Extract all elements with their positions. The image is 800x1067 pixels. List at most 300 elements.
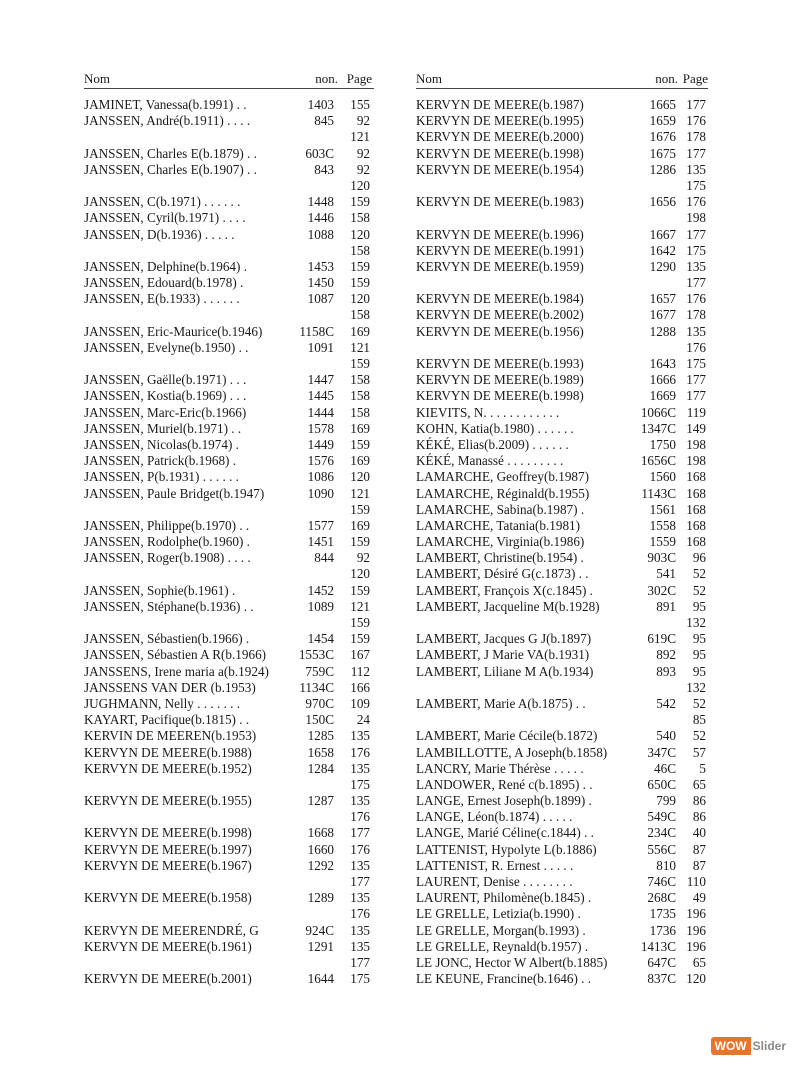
entry-name: JANSSEN, Gaëlle(b.1971) . . . [84, 372, 247, 388]
index-row [416, 486, 708, 502]
entry-number: 1453 [307, 258, 334, 274]
index-row [84, 631, 374, 647]
entry-page: 159 [350, 436, 370, 452]
index-row [416, 437, 708, 453]
entry-number: 1675 [649, 145, 676, 161]
entry-name: JANSSEN, Edouard(b.1978) . [84, 275, 244, 291]
wowslider-logo [711, 1039, 786, 1053]
entry-number: 891 [656, 598, 676, 614]
index-row [84, 437, 374, 453]
entry-name: JANSSEN, Charles E(b.1879) . . [84, 145, 257, 161]
entry-name: KERVYN DE MEERE(b.2001) [84, 971, 252, 987]
entry-number: 1287 [307, 793, 334, 809]
entry-page: 158 [350, 372, 370, 388]
entry-number: 1290 [649, 258, 676, 274]
entry-page: 92 [356, 550, 370, 566]
entry-page: 168 [686, 469, 706, 485]
entry-name: LAMARCHE, Sabina(b.1987) . [416, 501, 585, 517]
entry-number: 1750 [649, 436, 676, 452]
index-row [84, 259, 374, 275]
entry-page: 196 [686, 938, 706, 954]
entry-name: LAMBILLOTTE, A Joseph(b.1858) [416, 744, 608, 760]
entry-page: 120 [350, 566, 370, 582]
entry-name: JUGHMANN, Nelly . . . . . . . [84, 695, 241, 711]
entry-page: 135 [686, 323, 706, 339]
entry-number: 540 [656, 728, 676, 744]
index-row [416, 113, 708, 129]
entry-name: KERVYN DE MEERE(b.1988) [84, 744, 252, 760]
entry-number: 347C [647, 744, 676, 760]
entry-page: 168 [686, 501, 706, 517]
entry-page: 177 [686, 372, 706, 388]
index-rows [416, 97, 708, 987]
entry-page: 177 [686, 275, 706, 291]
index-row [416, 259, 708, 275]
entry-page: 169 [350, 420, 370, 436]
entry-page: 159 [350, 534, 370, 550]
header-name: Nom [84, 71, 110, 86]
entry-page: 135 [350, 728, 370, 744]
index-row [416, 194, 708, 210]
index-row [416, 550, 708, 566]
entry-name: JAMINET, Vanessa(b.1991) . . [84, 97, 247, 112]
entry-name: LAMBERT, François X(c.1845) . [416, 582, 593, 598]
entry-number: 893 [656, 663, 676, 679]
index-row [416, 340, 708, 356]
index-row [416, 453, 708, 469]
index-row [416, 615, 708, 631]
index-row [84, 534, 374, 550]
entry-number: 1656 [649, 194, 676, 210]
index-row [84, 178, 374, 194]
entry-page: 158 [350, 210, 370, 226]
index-row [416, 291, 708, 307]
index-row [84, 453, 374, 469]
entry-name: LAMARCHE, Virginia(b.1986) [416, 534, 585, 550]
entry-name: LE KEUNE, Francine(b.1646) . . [416, 971, 592, 987]
entry-number: 1143C [641, 485, 676, 501]
index-row [84, 890, 374, 906]
index-row [84, 502, 374, 518]
entry-name: KERVYN DE MEERE(b.2000) [416, 129, 584, 145]
entry-page: 169 [350, 323, 370, 339]
entry-page: 87 [692, 857, 706, 873]
entry-page: 159 [350, 356, 370, 371]
index-row [416, 842, 708, 858]
entry-page: 135 [686, 258, 706, 274]
entry-name: KERVYN DE MEERE(b.2002) [416, 307, 584, 323]
entry-page: 121 [350, 129, 370, 145]
entry-name: JANSSEN, Muriel(b.1971) . . [84, 420, 242, 436]
entry-page: 159 [350, 631, 370, 647]
entry-number: 603C [305, 145, 334, 161]
index-row [84, 291, 374, 307]
entry-page: 120 [686, 971, 706, 987]
entry-name: LE GRELLE, Letizia(b.1990) . [416, 906, 581, 922]
entry-number: 1578 [307, 420, 334, 436]
entry-name: KERVYN DE MEERE(b.1998) [416, 388, 584, 404]
entry-page: 168 [686, 534, 706, 550]
entry-number: 903C [647, 550, 676, 566]
entry-name: KERVYN DE MEERE(b.1958) [84, 890, 252, 906]
entry-number: 1658 [307, 744, 334, 760]
entry-number: 1447 [307, 372, 334, 388]
entry-name: KERVYN DE MEERE(b.1996) [416, 226, 584, 242]
entry-name: KERVYN DE MEERE(b.1998) [84, 825, 252, 841]
entry-number: 1735 [649, 906, 676, 922]
entry-number: 799 [656, 793, 676, 809]
entry-name: LAURENT, Philomène(b.1845) . [416, 890, 592, 906]
index-row [416, 728, 708, 744]
entry-page: 120 [350, 291, 370, 307]
index-row [84, 356, 374, 372]
entry-page: 175 [686, 177, 706, 193]
entry-page: 166 [350, 679, 370, 695]
entry-number: 759C [305, 663, 334, 679]
index-row [416, 97, 708, 113]
entry-name: KERVYN DE MEERE(b.1993) [416, 356, 584, 371]
entry-name: KERVYN DE MEERE(b.1989) [416, 372, 584, 388]
index-row [416, 890, 708, 906]
entry-number: 1347C [640, 420, 676, 436]
entry-number: 924C [305, 922, 334, 938]
entry-number: 1558 [649, 517, 676, 533]
entry-page: 95 [692, 598, 706, 614]
entry-page: 158 [350, 388, 370, 404]
entry-number: 302C [647, 582, 676, 598]
entry-name: KÉKÉ, Manassé . . . . . . . . . [416, 453, 564, 469]
entry-number: 619C [647, 631, 676, 647]
entry-name: LATTENIST, R. Ernest . . . . . [416, 857, 574, 873]
entry-name: JANSSEN, Sébastien(b.1966) . [84, 631, 250, 647]
entry-number: 1560 [649, 469, 676, 485]
entry-page: 40 [692, 825, 706, 841]
entry-number: 1577 [307, 517, 334, 533]
entry-number: 541 [656, 566, 676, 582]
index-row [416, 518, 708, 534]
entry-page: 176 [686, 113, 706, 129]
entry-name: JANSSEN, E(b.1933) . . . . . . [84, 291, 240, 307]
entry-name: LE GRELLE, Reynald(b.1957) . [416, 938, 589, 954]
entry-number: 542 [656, 695, 676, 711]
entry-name: JANSSEN, Delphine(b.1964) . [84, 258, 248, 274]
entry-page: 52 [692, 582, 706, 598]
entry-page: 177 [350, 874, 370, 889]
entry-number: 1559 [649, 534, 676, 550]
index-row [84, 566, 374, 582]
entry-page: 109 [350, 695, 370, 711]
entry-number: 892 [656, 647, 676, 663]
index-row [84, 243, 374, 259]
index-row [84, 388, 374, 404]
entry-name: LANGE, Léon(b.1874) . . . . . [416, 809, 573, 825]
entry-number: 1090 [307, 485, 334, 501]
index-row [416, 923, 708, 939]
entry-page: 198 [686, 210, 706, 226]
entry-name: JANSSEN, Eric-Maurice(b.1946) [84, 323, 263, 339]
entry-name: JANSSEN, Patrick(b.1968) . [84, 453, 237, 469]
index-row [416, 664, 708, 680]
index-row [416, 356, 708, 372]
entry-page: 149 [686, 420, 706, 436]
entry-page: 96 [692, 550, 706, 566]
entry-name: JANSSENS VAN DER (b.1953) [84, 679, 256, 695]
entry-number: 268C [647, 890, 676, 906]
entry-number: 1285 [307, 728, 334, 744]
entry-number: 1669 [649, 388, 676, 404]
entry-page: 176 [350, 809, 370, 825]
index-row [84, 518, 374, 534]
entry-name: JANSSEN, C(b.1971) . . . . . . [84, 194, 241, 210]
entry-page: 95 [692, 647, 706, 663]
entry-page: 159 [350, 275, 370, 291]
index-row [84, 761, 374, 777]
entry-page: 24 [356, 712, 370, 728]
entry-name: LE GRELLE, Morgan(b.1993) . [416, 922, 586, 938]
entry-number: 810 [656, 857, 676, 873]
index-row [84, 146, 374, 162]
entry-number: 1677 [649, 307, 676, 323]
entry-number: 1642 [649, 242, 676, 258]
entry-name: LAMBERT, Jacqueline M(b.1928) [416, 598, 600, 614]
index-row [416, 793, 708, 809]
entry-page: 52 [692, 566, 706, 582]
entry-name: JANSSEN, Evelyne(b.1950) . . [84, 339, 249, 355]
header-name: Nom [416, 71, 442, 86]
entry-name: KAYART, Pacifique(b.1815) . . [84, 712, 250, 728]
entry-name: LAMBERT, Jacques G J(b.1897) [416, 631, 592, 647]
index-row [84, 550, 374, 566]
entry-number: 1450 [307, 275, 334, 291]
index-row [84, 469, 374, 485]
entry-page: 158 [350, 242, 370, 258]
index-row [84, 971, 374, 987]
index-row [416, 955, 708, 971]
index-row [416, 906, 708, 922]
entry-number: 843 [314, 161, 334, 177]
entry-number: 1292 [307, 857, 334, 873]
entry-page: 87 [692, 841, 706, 857]
entry-page: 135 [350, 857, 370, 873]
logo-part-1: WOW [711, 1037, 751, 1055]
entry-number: 1576 [307, 453, 334, 469]
entry-name: JANSSEN, Sophie(b.1961) . [84, 582, 236, 598]
entry-page: 168 [686, 485, 706, 501]
entry-page: 196 [686, 922, 706, 938]
index-row [84, 680, 374, 696]
index-row [84, 745, 374, 761]
entry-page: 177 [686, 145, 706, 161]
entry-name: LATTENIST, Hypolyte L(b.1886) [416, 841, 597, 857]
index-row [84, 129, 374, 145]
entry-page: 159 [350, 194, 370, 210]
entry-name: LAMBERT, Marie A(b.1875) . . [416, 695, 586, 711]
index-row [84, 939, 374, 955]
index-row [416, 388, 708, 404]
entry-name: KOHN, Katia(b.1980) . . . . . . [416, 420, 574, 436]
index-row [416, 372, 708, 388]
header-page: Page [682, 71, 708, 86]
index-row [416, 243, 708, 259]
index-row [416, 680, 708, 696]
entry-number: 1088 [307, 226, 334, 242]
entry-page: 120 [350, 177, 370, 193]
entry-name: JANSSEN, Kostia(b.1969) . . . [84, 388, 247, 404]
entry-page: 121 [350, 598, 370, 614]
index-row [416, 939, 708, 955]
entry-number: 1665 [649, 97, 676, 112]
entry-number: 1413C [640, 938, 676, 954]
entry-number: 1657 [649, 291, 676, 307]
entry-number: 1066C [640, 404, 676, 420]
index-row [416, 534, 708, 550]
entry-page: 177 [350, 954, 370, 970]
entry-number: 1446 [307, 210, 334, 226]
entry-name: KERVYN DE MEERE(b.1983) [416, 194, 584, 210]
index-row [84, 599, 374, 615]
entry-number: 1445 [307, 388, 334, 404]
entry-name: KÉKÉ, Elias(b.2009) . . . . . . [416, 436, 569, 452]
index-row [84, 307, 374, 323]
index-row [84, 728, 374, 744]
entry-name: LANDOWER, René c(b.1895) . . [416, 776, 593, 792]
entry-name: LAMBERT, Désiré G(c.1873) . . [416, 566, 589, 582]
entry-name: LAMARCHE, Tatania(b.1981) [416, 517, 581, 533]
entry-page: 158 [350, 307, 370, 323]
entry-number: 1289 [307, 890, 334, 906]
entry-name: KIEVITS, N. . . . . . . . . . . . [416, 404, 560, 420]
entry-page: 176 [686, 194, 706, 210]
index-row [416, 647, 708, 663]
entry-name: KERVYN DE MEERE(b.1984) [416, 291, 584, 307]
entry-page: 175 [350, 776, 370, 792]
entry-name: KERVIN DE MEEREN(b.1953) [84, 728, 257, 744]
entry-page: 52 [692, 695, 706, 711]
entry-number: 549C [647, 809, 676, 825]
index-row [84, 275, 374, 291]
index-row [84, 712, 374, 728]
index-row [416, 825, 708, 841]
entry-number: 1288 [649, 323, 676, 339]
entry-page: 92 [356, 145, 370, 161]
entry-page: 121 [350, 339, 370, 355]
entry-page: 169 [350, 517, 370, 533]
entry-name: JANSSEN, André(b.1911) . . . . [84, 113, 251, 129]
entry-page: 92 [356, 161, 370, 177]
entry-name: KERVYN DE MEERENDRÉ, G [84, 922, 259, 938]
index-row [416, 421, 708, 437]
entry-page: 159 [350, 615, 370, 630]
entry-number: 650C [647, 776, 676, 792]
entry-number: 647C [647, 954, 676, 970]
entry-number: 1660 [307, 841, 334, 857]
entry-name: JANSSENS, Irene maria a(b.1924) [84, 663, 269, 679]
index-row [416, 696, 708, 712]
entry-name: KERVYN DE MEERE(b.1955) [84, 793, 252, 809]
entry-page: 65 [692, 776, 706, 792]
entry-page: 49 [692, 890, 706, 906]
index-row [84, 486, 374, 502]
entry-page: 177 [350, 825, 370, 841]
entry-page: 110 [686, 874, 706, 889]
index-row [84, 227, 374, 243]
index-row [84, 809, 374, 825]
index-row [84, 372, 374, 388]
entry-name: KERVYN DE MEERE(b.1995) [416, 113, 584, 129]
entry-page: 120 [350, 226, 370, 242]
index-row [416, 307, 708, 323]
entry-page: 176 [350, 906, 370, 922]
index-row [416, 146, 708, 162]
index-row [416, 631, 708, 647]
index-row [84, 696, 374, 712]
index-column-left [84, 70, 374, 987]
index-row [84, 421, 374, 437]
entry-page: 85 [692, 712, 706, 728]
entry-number: 556C [647, 841, 676, 857]
entry-page: 92 [356, 113, 370, 129]
index-row [416, 469, 708, 485]
index-row [84, 194, 374, 210]
entry-page: 112 [350, 663, 370, 679]
index-row [84, 583, 374, 599]
entry-page: 65 [692, 954, 706, 970]
entry-number: 1454 [307, 631, 334, 647]
index-row [84, 793, 374, 809]
entry-page: 176 [350, 841, 370, 857]
entry-page: 176 [686, 291, 706, 307]
entry-name: JANSSEN, Cyril(b.1971) . . . . [84, 210, 246, 226]
entry-name: LAMARCHE, Réginald(b.1955) [416, 485, 590, 501]
entry-number: 845 [314, 113, 334, 129]
index-row [84, 923, 374, 939]
entry-page: 121 [350, 485, 370, 501]
entry-number: 1286 [649, 161, 676, 177]
entry-number: 1403 [307, 97, 334, 112]
entry-name: LAMBERT, J Marie VA(b.1931) [416, 647, 590, 663]
index-row [84, 162, 374, 178]
entry-name: KERVYN DE MEERE(b.1959) [416, 258, 584, 274]
entry-name: KERVYN DE MEERE(b.1987) [416, 97, 584, 112]
index-row [416, 971, 708, 987]
entry-name: LE JONC, Hector W Albert(b.1885) [416, 954, 608, 970]
entry-page: 158 [350, 404, 370, 420]
entry-number: 1668 [307, 825, 334, 841]
index-row [84, 858, 374, 874]
index-row [416, 583, 708, 599]
entry-page: 5 [699, 760, 706, 776]
entry-name: LAMBERT, Liliane M A(b.1934) [416, 663, 594, 679]
entry-page: 196 [686, 906, 706, 922]
index-row [84, 906, 374, 922]
index-row [416, 566, 708, 582]
index-row [416, 324, 708, 340]
entry-name: JANSSEN, Paule Bridget(b.1947) [84, 485, 265, 501]
entry-name: LANCRY, Marie Thérèse . . . . . [416, 760, 584, 776]
entry-number: 1086 [307, 469, 334, 485]
index-row [84, 955, 374, 971]
entry-name: JANSSEN, Nicolas(b.1974) . [84, 436, 239, 452]
index-row [84, 664, 374, 680]
index-row [416, 858, 708, 874]
index-row [416, 874, 708, 890]
entry-number: 1451 [307, 534, 334, 550]
entry-name: LANGE, Ernest Joseph(b.1899) . [416, 793, 592, 809]
entry-page: 178 [686, 129, 706, 145]
index-row [416, 162, 708, 178]
index-row [416, 405, 708, 421]
entry-name: JANSSEN, Roger(b.1908) . . . . [84, 550, 251, 566]
